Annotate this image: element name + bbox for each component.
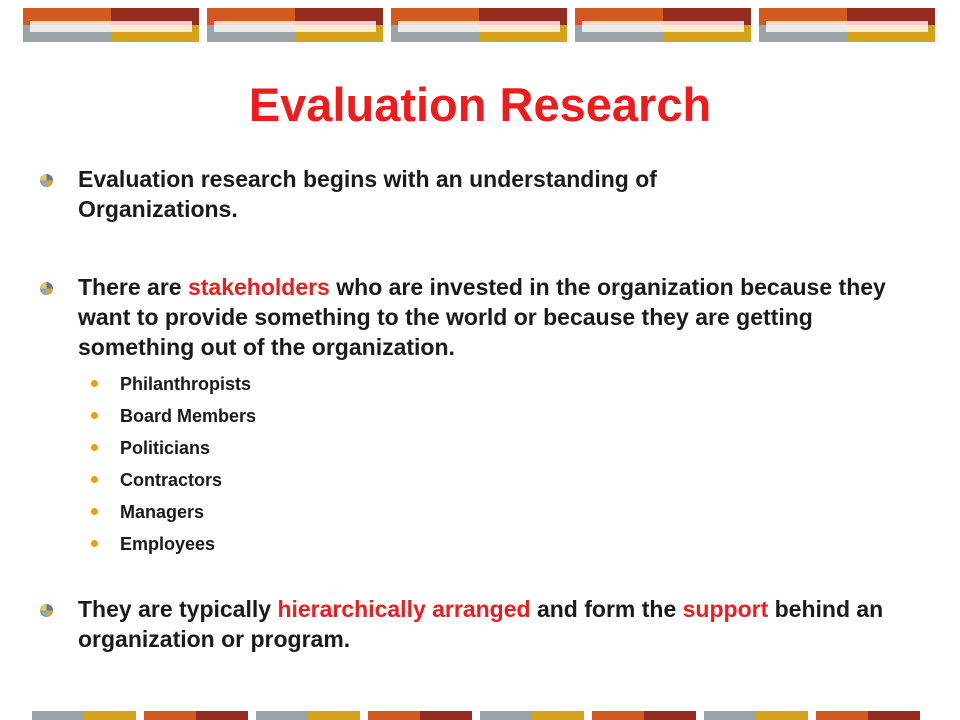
decorative-tile [759,8,935,42]
bullet-icon [40,174,53,187]
decorative-segment [32,711,84,720]
decorative-segment [308,711,360,720]
slide-title: Evaluation Research [248,78,712,131]
decorative-segment [196,711,248,720]
highlight-hierarchically-arranged: hierarchically arranged [277,596,531,622]
bullet-stakeholders [78,272,898,362]
bullet-text: They are typically [78,596,278,622]
bullet-text: behind an organization or program. [78,596,884,652]
bullet-icon [40,282,53,295]
bullet-dot-icon [91,380,98,387]
top-decorative-band [0,0,960,45]
decorative-segment [644,711,696,720]
list-item-label: Managers [120,502,205,522]
bullet-icon [40,604,53,617]
bullet-dot-icon [91,412,98,419]
decorative-segment [592,711,644,720]
list-item [90,464,256,496]
bullet-dot-icon [91,508,98,515]
bullet-text: There are [78,274,188,300]
decorative-segment [704,711,756,720]
list-item-label: Philanthropists [120,374,252,394]
bottom-decorative-band [0,711,960,720]
list-item-label: Contractors [120,470,223,490]
decorative-tile [23,8,199,42]
bullet-dot-icon [91,444,98,451]
decorative-segment [532,711,584,720]
list-item [90,400,256,432]
list-item [90,496,256,528]
bullet-text: and form the [530,596,683,622]
highlight-support: support [682,596,769,622]
bullet-organizations [78,164,798,224]
list-item-label: Politicians [120,438,211,458]
decorative-segment [84,711,136,720]
decorative-segment [868,711,920,720]
list-item-label: Board Members [120,406,257,426]
decorative-segment [816,711,868,720]
decorative-segment [368,711,420,720]
decorative-tile [575,8,751,42]
decorative-tile [391,8,567,42]
decorative-segment [144,711,196,720]
list-item-label: Employees [120,534,216,554]
decorative-segment [756,711,808,720]
bullet-text: who are invested in the organization because they want to provide something to the world or because they are getting something out of the organization. [78,274,886,360]
list-item [90,528,256,560]
decorative-segment [420,711,472,720]
list-item [90,432,256,464]
bullet-hierarchy [78,594,928,654]
decorative-tile [207,8,383,42]
decorative-segment [480,711,532,720]
bullet-text: Evaluation research begins with an understanding of Organizations. [78,166,657,222]
bullet-dot-icon [91,476,98,483]
highlight-stakeholders: stakeholders [187,274,330,300]
list-item [90,368,256,400]
stakeholder-list [90,368,256,560]
decorative-segment [256,711,308,720]
bullet-dot-icon [91,540,98,547]
